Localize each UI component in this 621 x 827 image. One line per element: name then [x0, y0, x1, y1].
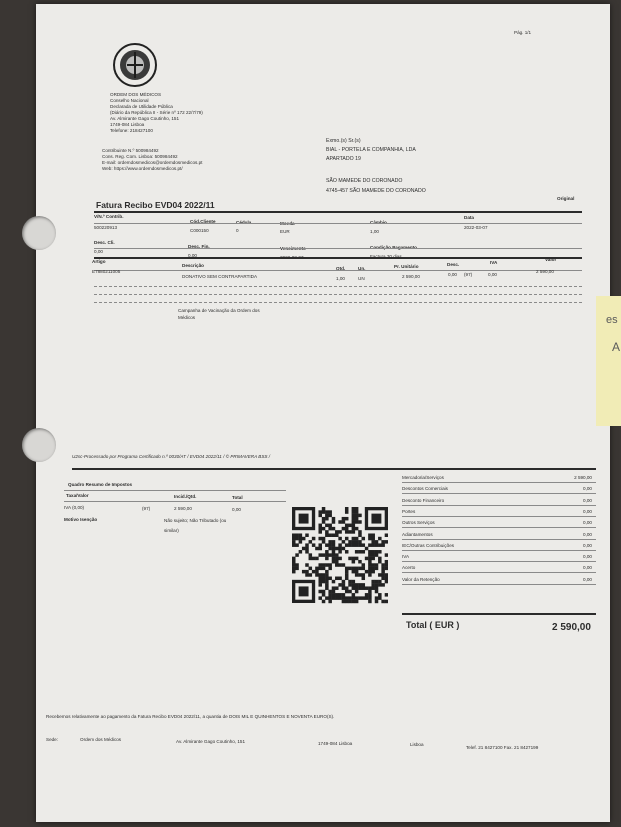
lines-header: Pr. Unitário	[394, 264, 419, 269]
lines-header: Desc.	[447, 262, 460, 267]
handwriting: A	[612, 340, 621, 354]
title-rule	[94, 211, 582, 213]
tax-summary-rule	[64, 490, 286, 491]
totals-row-label: Adiantamentos	[402, 531, 433, 537]
totals-row-label: IVA	[402, 554, 410, 560]
line-cell-qty: 1,00	[336, 276, 345, 281]
document-title: Fatura Recibo EVD04 2022/11	[96, 200, 215, 210]
totals-row-label: Desconto Financeiro	[402, 497, 445, 503]
header-label: Data	[464, 215, 474, 220]
ordem-dos-medicos-seal-icon	[112, 42, 158, 88]
totals-row-label: Outros Serviços	[402, 520, 435, 526]
footer-postcode: 1749-084 Lisboa	[318, 741, 353, 746]
total-rule	[402, 613, 596, 615]
recipient-postcode: 4745-457 SÃO MAMEDE DO CORONADO	[326, 188, 426, 194]
issuer-fiscal-line: Web: https://www.ordemdosmedicos.pt/	[102, 166, 183, 171]
recipient-address: APARTADO 19	[326, 156, 361, 162]
issuer-fiscal-block	[102, 148, 202, 172]
footer-org: Ordem dos Médicos	[80, 737, 122, 742]
totals-row-rule	[402, 482, 596, 483]
total-value: 2 590,00	[552, 622, 591, 633]
totals-row-value: 0,00	[583, 531, 592, 537]
totals-row-label: IEC/Outras Contribuições	[402, 542, 455, 548]
binder-ring-hole	[22, 428, 56, 462]
header-rule	[94, 248, 582, 249]
totals-row-value: 0,00	[583, 576, 592, 582]
footer-city: Lisboa	[410, 742, 424, 747]
totals-row-label: Descontos Comerciais	[402, 486, 448, 492]
totals-row-value: 0,00	[583, 565, 592, 571]
issuer-block	[110, 92, 203, 134]
header-value: 0,00	[188, 253, 197, 258]
tax-summary-cell: (97)	[142, 506, 151, 511]
line-cell-value: 2 590,00	[536, 269, 554, 274]
line-cell-unit-price: 2 590,00	[402, 274, 420, 279]
totals-row-value: 0,00	[583, 486, 592, 492]
header-value: 2022-03-07	[280, 255, 304, 260]
totals-row-label: Portes	[402, 508, 416, 514]
lines-header: Descrição	[182, 263, 204, 268]
issuer-fiscal-line: Contribuinte N.º 500984492	[102, 148, 159, 153]
issuer-line: Av. Almirante Gago Coutinho, 151	[110, 116, 180, 121]
recipient-town: SÃO MAMEDE DO CORONADO	[326, 178, 403, 184]
line-cell-vat-code: (97)	[464, 272, 473, 277]
header-value: 0,00	[94, 249, 103, 254]
line-cell-discount: 0,00	[448, 272, 457, 277]
header-value: 500220913	[94, 225, 117, 230]
issuer-fiscal-line: Cons. Reg. Com. Lisboa: 500984492	[102, 154, 178, 159]
lines-table-rule	[94, 257, 582, 259]
totals-row-value: 0,00	[583, 554, 592, 560]
header-value: 1,00	[370, 229, 379, 234]
header-label: Desc. Cli.	[94, 240, 115, 245]
totals-row-label: Mercadoria/Serviços	[402, 475, 444, 480]
recipient-salutation: Exmo.(s) Sr.(s)	[326, 138, 361, 144]
tax-summary-title: Quadro Resumo de Impostos	[68, 482, 133, 487]
issuer-line: Conselho Nacional	[110, 98, 149, 103]
totals-row-rule	[402, 584, 596, 585]
totals-row-rule	[402, 505, 596, 506]
invoice-page	[36, 4, 610, 822]
footer-sede-label: Sede:	[46, 737, 59, 742]
totals-row-label: Acerto	[402, 565, 416, 571]
tax-summary-cell: 0,00	[232, 507, 241, 512]
totals-row-rule	[402, 527, 596, 528]
totals-row-rule	[402, 539, 596, 540]
page-number: Pág. 1/1	[514, 30, 532, 35]
header-label: Vencimento	[280, 246, 306, 251]
tax-summary-cell: 2 590,00	[174, 506, 192, 511]
lines-rule	[94, 286, 582, 287]
totals-row-rule	[402, 516, 596, 517]
qr-code-icon	[292, 507, 388, 605]
totals-row-value: 0,00	[583, 542, 592, 548]
certification-text: U2sc-Processado por Programa Certificado n.º 0030/AT / EVD04 2022/11 / © PRIMAVERA BSS /	[72, 454, 271, 459]
tax-summary-rule	[64, 501, 286, 502]
header-label: Câmbio	[370, 220, 387, 225]
footer-phone: Telef. 21 8427100 Fax. 21 8427199	[466, 745, 539, 750]
header-label: V/N.º Contrib.	[94, 214, 124, 219]
totals-row-rule	[402, 493, 596, 494]
totals-row-rule	[402, 572, 596, 573]
tax-summary-header: Total	[232, 495, 243, 500]
lines-header: IVA	[490, 260, 498, 265]
header-label: Desc. Fin.	[188, 244, 210, 249]
issuer-line: Declarada de Utilidade Pública	[110, 104, 173, 109]
line-cell-unit: UN	[358, 276, 365, 281]
totals-row-value: 0,00	[583, 520, 592, 526]
lines-rule	[94, 302, 582, 303]
issuer-line: (Diário da República II - Série nº 172 22/7/79)	[110, 110, 203, 115]
header-label: Cédula	[236, 220, 252, 225]
recipient-name: BIAL - PORTELA E COMPANHIA, LDA	[326, 147, 416, 153]
exemption-text: Não sujeito; Não Tributado (ou	[164, 518, 227, 523]
header-value: Factura 30 dias	[370, 254, 402, 259]
lines-header: Artigo	[92, 259, 106, 264]
copy-label: Original	[557, 196, 575, 201]
header-value: 2022-03-07	[464, 225, 488, 230]
binder-ring-hole	[22, 216, 56, 250]
header-value: EUR	[280, 229, 290, 234]
lines-header: Valor	[545, 257, 557, 262]
lines-header: Qtd.	[336, 266, 346, 271]
issuer-fiscal-line: E-mail: ordemdosmedicos@ordemdosmedicos.pt	[102, 160, 203, 165]
lines-header-rule	[94, 270, 582, 271]
issuer-line: Telefone: 218427100	[110, 128, 153, 133]
certification-rule	[72, 468, 596, 470]
line-note: Campanha de Vacinação da Ordem dos	[178, 308, 260, 313]
footer-street: Av. Almirante Gago Coutinho, 151	[176, 739, 246, 744]
lines-header: Un.	[358, 266, 366, 271]
exemption-text: similar)	[164, 528, 179, 533]
totals-row-label: Valor da Retenção	[402, 576, 440, 582]
totals-row-value: 2 590,00	[574, 475, 592, 480]
line-cell-description: DONATIVO SEM CONTRAPARTIDA	[182, 274, 258, 279]
total-label: Total ( EUR )	[406, 620, 460, 630]
issuer-line: ORDEM DOS MÉDICOS	[110, 92, 162, 97]
handwriting: es	[606, 314, 618, 326]
header-label: Cód.Cliente	[190, 219, 216, 224]
totals-row-value: 0,00	[583, 497, 592, 503]
header-rule	[94, 223, 582, 224]
tax-summary-header: Incid./Qtd.	[174, 494, 197, 499]
header-label: Moeda	[280, 221, 295, 226]
received-text: Recebemos relativamente ao pagamento da Fatura Recibo EVD04 2022/11, a quantia de DOIS MIL E QUINHENTOS E NOVENTA EURO(S).	[46, 714, 335, 719]
header-label: Condição Pagamento	[370, 245, 417, 250]
totals-row-rule	[402, 550, 596, 551]
line-note: Médicos	[178, 315, 196, 320]
totals-row-rule	[402, 561, 596, 562]
header-value: C000150	[190, 228, 209, 233]
header-value: 0	[236, 228, 239, 233]
issuer-line: 1749-084 Lisboa	[110, 122, 145, 127]
exemption-label: Motivo Isenção	[64, 517, 98, 522]
tax-summary-cell: IVA (0,00)	[64, 505, 85, 510]
lines-rule	[94, 294, 582, 295]
totals-row-value: 0,00	[583, 508, 592, 514]
line-cell-article: E7880211005	[92, 269, 121, 274]
line-cell-vat: 0,00	[488, 272, 497, 277]
tax-summary-header: Taxa/Valor	[66, 493, 89, 498]
